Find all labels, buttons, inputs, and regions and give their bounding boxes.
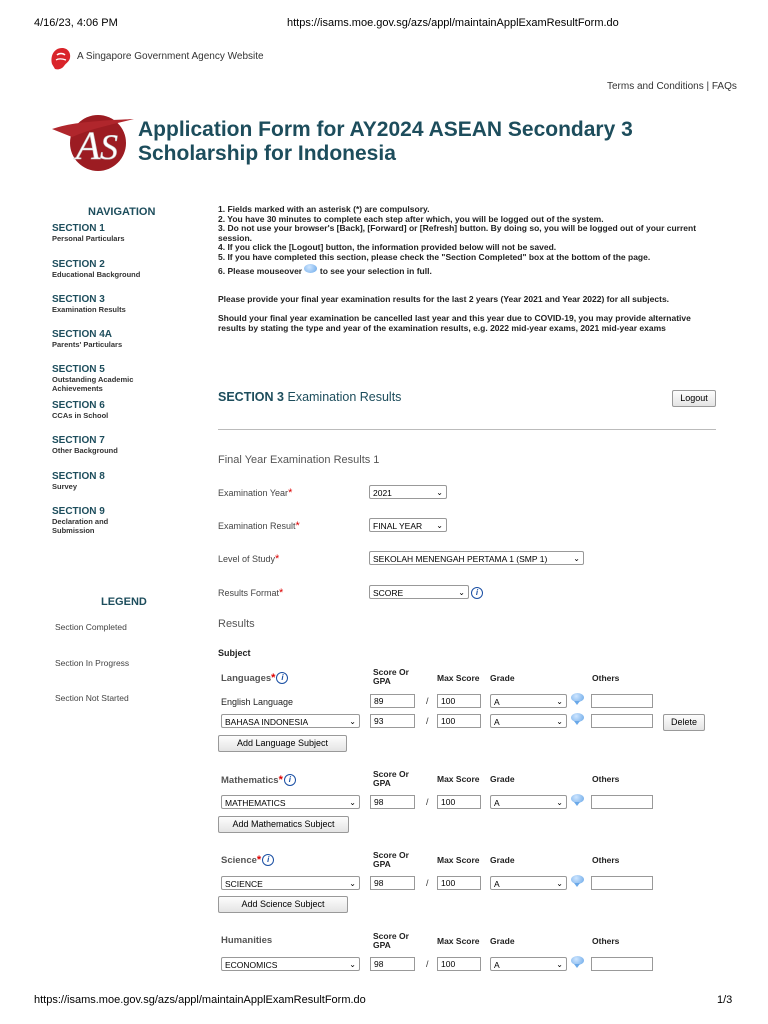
logout-button[interactable]: Logout — [672, 390, 716, 407]
chevron-down-icon: ⌄ — [349, 960, 356, 969]
section-name: Examination Results — [287, 390, 402, 404]
grade-select[interactable] — [490, 694, 567, 708]
score-input[interactable]: 98 — [370, 876, 415, 890]
results-format-label — [218, 587, 283, 599]
slash-divider: / — [426, 716, 429, 726]
nav-section-2[interactable] — [52, 259, 182, 279]
grade-select[interactable] — [490, 957, 567, 971]
instruction-paragraph-2: Should your final year examination be cancelled last year and this year due to COVID-19, you may provide alternative results by stating the type and year of the examination results, e.g. 2022 mid-year exams, 2021 mid-year exams — [218, 313, 691, 333]
nav-section-6[interactable] — [52, 400, 182, 420]
max-score-input[interactable]: 100 — [437, 714, 481, 728]
legend-section-completed: Section Completed — [55, 622, 127, 632]
required-star: * — [256, 854, 262, 866]
instruction-3: 3. Do not use your browser's [Back], [Forward] or [Refresh] button. By doing so, you will be logged out of your current session. — [218, 223, 697, 243]
science-subject-select[interactable] — [221, 876, 360, 890]
chevron-down-icon: ⌄ — [349, 879, 356, 888]
chevron-down-icon: ⌄ — [556, 960, 563, 969]
chevron-down-icon: ⌄ — [573, 554, 580, 563]
instruction-5: 5. If you have completed this section, please check the "Section Completed" box at the bottom of the page. — [218, 251, 651, 262]
exam-result-select[interactable] — [369, 518, 447, 532]
exam-year-select[interactable] — [369, 485, 447, 499]
nav-section-label[interactable]: SECTION 1 — [52, 223, 105, 234]
max-score-input[interactable]: 100 — [437, 694, 481, 708]
col-grade: Grade — [490, 855, 515, 865]
nav-section-label[interactable]: SECTION 8 — [52, 471, 105, 482]
level-value: SEKOLAH MENENGAH PERTAMA 1 (SMP 1) — [373, 554, 548, 564]
nav-section-8[interactable] — [52, 471, 182, 491]
languages-group-label — [221, 672, 288, 684]
exam-year-value: 2021 — [373, 488, 392, 498]
as-logo — [50, 113, 136, 173]
grade-select[interactable] — [490, 876, 567, 890]
level-label-text: Level of Study — [218, 554, 276, 564]
slash-divider: / — [426, 959, 429, 969]
col-others: Others — [592, 855, 620, 865]
add-science-subject-button[interactable]: Add Science Subject — [218, 896, 348, 913]
grade-value: A — [494, 960, 500, 970]
exam-result-label-text: Examination Result — [218, 521, 296, 531]
chevron-down-icon: ⌄ — [436, 521, 443, 530]
legend-section-in-progress: Section In Progress — [55, 658, 130, 668]
col-others: Others — [592, 774, 620, 784]
subject-value: MATHEMATICS — [225, 798, 286, 808]
score-input[interactable]: 89 — [370, 694, 415, 708]
subject-value: ECONOMICS — [225, 960, 278, 970]
required-star: * — [275, 553, 280, 565]
instruction-6-start: 6. Please mouseover — [218, 265, 303, 276]
page-title-line2: Scholarship for Indonesia — [138, 142, 396, 165]
grade-select[interactable] — [490, 714, 567, 728]
legend-heading: LEGEND — [101, 596, 147, 608]
results-format-select[interactable] — [369, 585, 469, 599]
results-format-label-text: Results Format — [218, 588, 280, 598]
speech-bubble-icon[interactable] — [571, 693, 584, 702]
instruction-4: 4. If you click the [Logout] button, the information provided below will not be saved. — [218, 242, 557, 253]
humanities-group-label: Humanities — [221, 935, 273, 946]
nav-section-sub: Declaration and Submission — [52, 517, 109, 535]
nav-section-label[interactable]: SECTION 3 — [52, 294, 105, 305]
print-datetime: 4/16/23, 4:06 PM — [34, 17, 118, 29]
score-input[interactable]: 93 — [370, 714, 415, 728]
chevron-down-icon: ⌄ — [556, 697, 563, 706]
svg-text:A: A — [76, 123, 101, 168]
max-score-input[interactable]: 100 — [437, 795, 481, 809]
subject-english-language: English Language — [221, 697, 294, 707]
section-divider — [218, 429, 716, 430]
exam-result-value: FINAL YEAR — [373, 521, 423, 531]
required-star: * — [271, 672, 276, 684]
col-grade: Grade — [490, 673, 515, 683]
required-star: * — [279, 587, 284, 599]
humanities-subject-select[interactable] — [221, 957, 360, 971]
nav-section-sub: Parents' Particulars — [52, 340, 123, 349]
exam-result-label — [218, 520, 300, 532]
chevron-down-icon: ⌄ — [436, 488, 443, 497]
mathematics-subject-select[interactable] — [221, 795, 360, 809]
instruction-6-end: to see your selection in full. — [319, 265, 432, 276]
mathematics-group-label — [221, 774, 296, 786]
instructions-list — [218, 205, 718, 276]
science-label: Science — [221, 855, 257, 866]
speech-bubble-icon[interactable] — [571, 713, 584, 722]
results-heading: Results — [218, 618, 255, 630]
chevron-down-icon: ⌄ — [349, 798, 356, 807]
instruction-6 — [218, 264, 718, 277]
nav-section-7[interactable] — [52, 435, 182, 455]
others-input[interactable] — [591, 714, 653, 728]
chevron-down-icon: ⌄ — [458, 588, 465, 597]
slash-divider: / — [426, 696, 429, 706]
speech-bubble-icon — [304, 264, 317, 273]
col-max-score: Max Score — [437, 936, 480, 946]
slash-divider: / — [426, 878, 429, 888]
nav-section-sub: Personal Particulars — [52, 234, 125, 243]
col-score-or-gpa: Score Or GPA — [373, 850, 409, 869]
nav-section-label[interactable]: SECTION 9 — [52, 506, 105, 517]
nav-section-label[interactable]: SECTION 7 — [52, 435, 105, 446]
required-star: * — [295, 520, 300, 532]
nav-section-4a[interactable] — [52, 329, 182, 349]
max-score-input[interactable]: 100 — [437, 957, 481, 971]
nav-section-label[interactable]: SECTION 6 — [52, 400, 105, 411]
grade-value: A — [494, 697, 500, 707]
form-subheading: Final Year Examination Results 1 — [218, 454, 380, 466]
required-star: * — [278, 774, 283, 786]
nav-section-label[interactable]: SECTION 2 — [52, 259, 105, 270]
subject-value: SCIENCE — [225, 879, 263, 889]
nav-section-label[interactable]: SECTION 5 — [52, 364, 105, 375]
col-score-or-gpa: Score Or GPA — [373, 769, 409, 788]
info-icon[interactable]: i — [276, 672, 288, 684]
add-language-subject-button[interactable]: Add Language Subject — [218, 735, 347, 752]
speech-bubble-icon[interactable] — [571, 794, 584, 803]
grade-value: A — [494, 798, 500, 808]
col-max-score: Max Score — [437, 673, 480, 683]
level-of-study-select[interactable] — [369, 551, 584, 565]
results-format-value: SCORE — [373, 588, 404, 598]
col-score-or-gpa: Score Or GPA — [373, 667, 409, 686]
slash-divider: / — [426, 797, 429, 807]
print-url-bottom: https://isams.moe.gov.sg/azs/appl/maintainApplExamResultForm.do — [34, 994, 366, 1006]
exam-year-label-text: Examination Year — [218, 488, 289, 498]
chevron-down-icon: ⌄ — [556, 798, 563, 807]
add-mathematics-subject-button[interactable]: Add Mathematics Subject — [218, 816, 349, 833]
instruction-1: 1. Fields marked with an asterisk (*) are compulsory. — [218, 204, 430, 214]
science-group-label — [221, 854, 274, 866]
chevron-down-icon: ⌄ — [349, 717, 356, 726]
nav-section-1[interactable] — [52, 223, 182, 243]
nav-section-sub: Other Background — [52, 446, 118, 455]
mathematics-label: Mathematics — [221, 775, 279, 786]
section-label: SECTION 3 — [218, 390, 284, 404]
grade-select[interactable] — [490, 795, 567, 809]
speech-bubble-icon[interactable] — [571, 956, 584, 965]
exam-year-label — [218, 487, 292, 499]
grade-value: A — [494, 879, 500, 889]
info-icon[interactable]: i — [262, 854, 274, 866]
col-grade: Grade — [490, 936, 515, 946]
nav-section-3[interactable] — [52, 294, 182, 314]
level-label — [218, 553, 279, 565]
nav-section-5[interactable] — [52, 364, 162, 393]
gov-agency-banner: A Singapore Government Agency Website — [77, 51, 264, 62]
info-icon[interactable]: i — [471, 584, 483, 602]
col-others: Others — [592, 673, 620, 683]
others-input[interactable] — [591, 957, 653, 971]
language-subject-select[interactable] — [221, 714, 360, 728]
col-grade: Grade — [490, 774, 515, 784]
max-score-input[interactable]: 100 — [437, 876, 481, 890]
instruction-paragraph-1: Please provide your final year examination results for the last 2 years (Year 2021 and Year 2022) for all subjects. — [218, 294, 670, 304]
nav-section-sub: CCAs in School — [52, 411, 109, 420]
legend-section-not-started: Section Not Started — [55, 693, 129, 703]
print-page-number: 1/3 — [717, 994, 733, 1006]
subject-heading: Subject — [218, 648, 251, 658]
grade-value: A — [494, 717, 500, 727]
lion-head-icon — [48, 44, 74, 72]
delete-button[interactable]: Delete — [663, 714, 705, 731]
col-others: Others — [592, 936, 620, 946]
col-score-or-gpa: Score Or GPA — [373, 931, 409, 950]
chevron-down-icon: ⌄ — [556, 717, 563, 726]
nav-section-sub: Educational Background — [52, 270, 141, 279]
others-input[interactable] — [591, 694, 653, 708]
others-input[interactable] — [591, 795, 653, 809]
subject-value: BAHASA INDONESIA — [225, 717, 309, 727]
print-url-top: https://isams.moe.gov.sg/azs/appl/maintainApplExamResultForm.do — [287, 17, 619, 29]
terms-faq-links[interactable]: Terms and Conditions | FAQs — [607, 81, 737, 92]
score-input[interactable]: 98 — [370, 957, 415, 971]
speech-bubble-icon[interactable] — [571, 875, 584, 884]
nav-section-9[interactable] — [52, 506, 132, 535]
nav-section-sub: Outstanding Academic Achievements — [52, 375, 134, 393]
nav-section-label[interactable]: SECTION 4A — [52, 329, 113, 340]
navigation-heading: NAVIGATION — [88, 206, 156, 218]
info-icon[interactable]: i — [284, 774, 296, 786]
chevron-down-icon: ⌄ — [556, 879, 563, 888]
section-header — [218, 390, 401, 404]
page-title-line1: Application Form for AY2024 ASEAN Secondary 3 — [138, 118, 633, 141]
score-input[interactable]: 98 — [370, 795, 415, 809]
required-star: * — [288, 487, 293, 499]
svg-text:S: S — [100, 127, 118, 167]
others-input[interactable] — [591, 876, 653, 890]
col-max-score: Max Score — [437, 774, 480, 784]
col-max-score: Max Score — [437, 855, 480, 865]
languages-label: Languages — [221, 673, 272, 684]
nav-section-sub: Survey — [52, 482, 78, 491]
nav-section-sub: Examination Results — [52, 305, 126, 314]
instruction-2: 2. You have 30 minutes to complete each step after which, you will be logged out of the system. — [218, 213, 604, 224]
